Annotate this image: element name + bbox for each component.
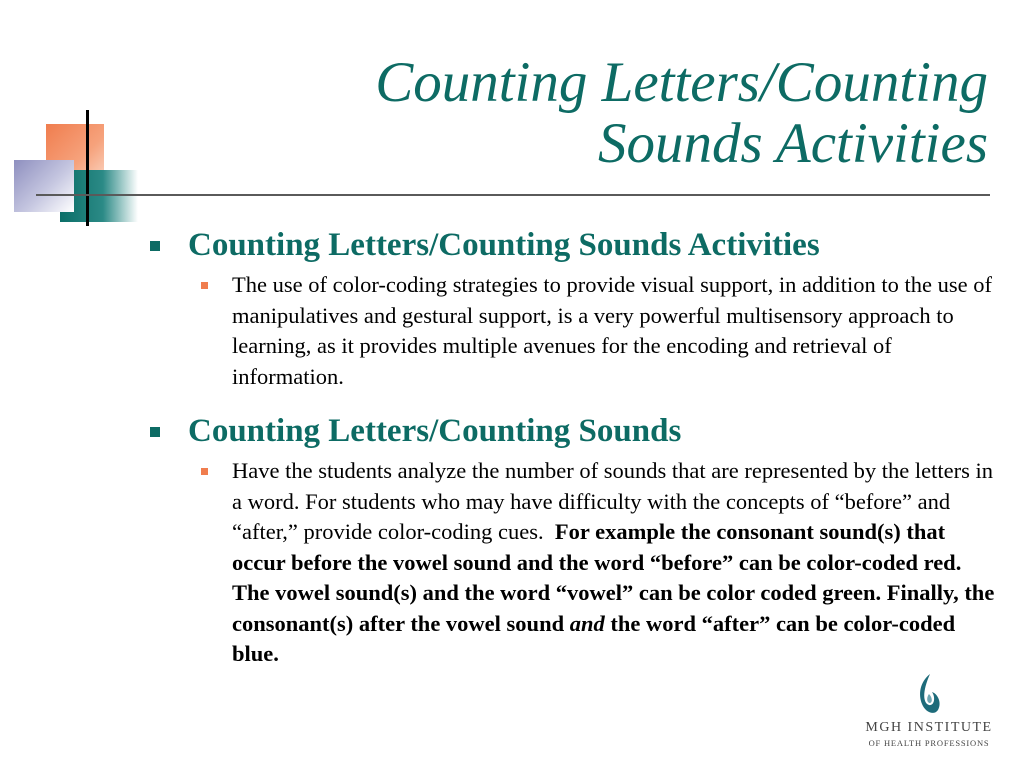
slide-title: [228, 52, 988, 174]
sub-bullet-square-icon: [201, 282, 208, 289]
vertical-rule: [86, 110, 89, 226]
title-line-2: Sounds Activities: [598, 112, 988, 175]
title-divider: [36, 194, 990, 196]
sub-bullet-2-plain: Have the students analyze the number of sounds that are represented by the letters in a word. For students who may have difficulty with the concepts of “before” and “after,” provide color-coding cues.: [232, 458, 993, 544]
bullet-square-icon: [150, 427, 160, 437]
sub-bullet-1: [232, 270, 1004, 392]
sub-bullet-2-bold-1: For example the consonant sound(s) that occur before the vowel sound and the word “before” can be color-coded red. The vowel sound(s) and the word “vowel” can be color coded green. Finally, the consonant(s) after the vowel sound: [232, 519, 995, 636]
title-line-1: Counting Letters/Counting: [375, 51, 988, 114]
lavender-square: [14, 160, 74, 212]
logo-line-2: OF HEALTH PROFESSIONS: [868, 738, 990, 748]
bullet-2-heading: Counting Letters/Counting Sounds: [188, 413, 682, 449]
decorative-squares: [0, 0, 150, 240]
sub-bullet-2: [232, 456, 1004, 670]
sub-bullet-square-icon: [201, 468, 208, 475]
sub-bullet-2-bold-2: the word “after” can be color-coded blue.: [232, 610, 956, 666]
slide-body: [148, 226, 1004, 670]
bullet-square-icon: [150, 241, 160, 251]
logo-line-1: MGH INSTITUTE: [865, 720, 993, 735]
institute-logo: [862, 672, 996, 752]
flame-icon: [914, 672, 944, 718]
bullet-1-heading: Counting Letters/Counting Sounds Activities: [188, 227, 820, 263]
sub-bullet-1-text: The use of color-coding strategies to provide visual support, in addition to the use of manipulatives and gestural support, is a very powerful multisensory approach to learning, as it provides multiple avenues for the encoding and retrieval of information.: [232, 272, 993, 389]
bullet-1: [148, 226, 1004, 264]
sub-bullet-2-bold-italic: and: [569, 610, 605, 636]
bullet-2: [148, 412, 1004, 450]
